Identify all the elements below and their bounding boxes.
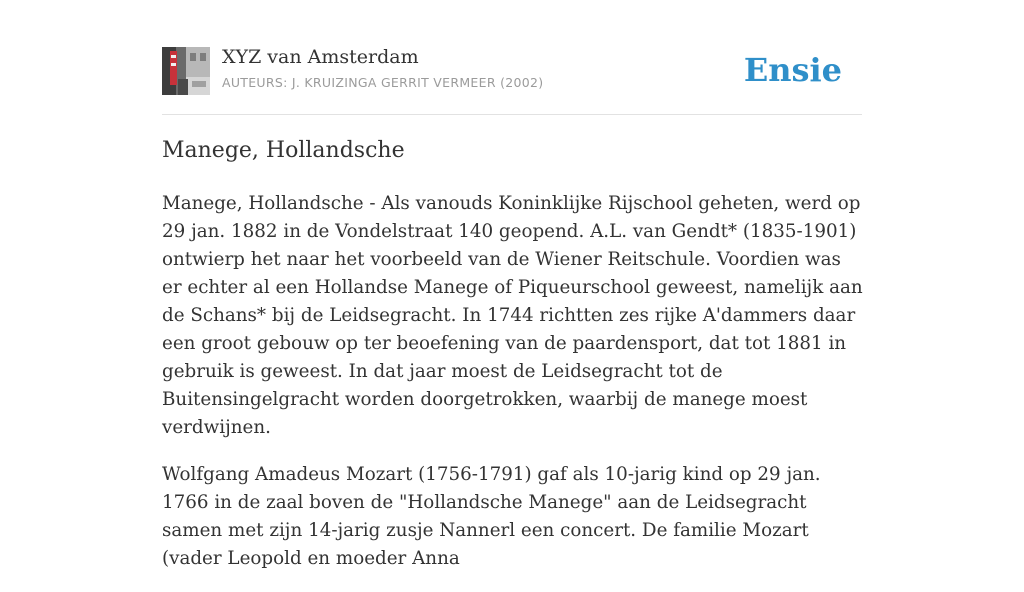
book-cover-avatar[interactable] <box>162 47 210 95</box>
book-cover-thumbnail-icon <box>162 47 210 95</box>
entry-header <box>162 46 862 115</box>
entry-paragraph: Manege, Hollandsche - Als vanouds Koninklijke Rijschool geheten, werd op 29 jan. 1882 in de Vondelstraat 140 geopend. A.L. van Gendt* (1835-1901) ontwierp het naar het voorbeeld van de Wiener Reitschule. Voordien was er echter al een Hollandse Manege of Piqueurschool geweest, namelijk aan de Schans* bij de Leidsegracht. In 1744 richtten zes rijke A'dammers daar een groot gebouw op ter beoefening van de paardensport, dat tot 1881 in gebruik is geweest. In dat jaar moest de Leidsegracht tot de Buitensingelgracht worden doorgetrokken, waarbij de manege moest verdwijnen. <box>162 193 863 438</box>
book-title[interactable]: XYZ van Amsterdam <box>222 46 419 68</box>
entry-title: Manege, Hollandsche <box>162 138 405 163</box>
entry-paragraph: Wolfgang Amadeus Mozart (1756-1791) gaf als 10-jarig kind op 29 jan. 1766 in de zaal boven de "Hollandsche Manege" aan de Leidsegracht samen met zijn 14-jarig zusje Nannerl een concert. De familie Mozart (vader Leopold en moeder Anna <box>162 464 821 569</box>
entry-body <box>162 190 864 592</box>
book-authors: AUTEURS: J. KRUIZINGA GERRIT VERMEER (2002) <box>222 75 544 90</box>
ensie-logo-link[interactable]: Ensie <box>743 51 842 89</box>
